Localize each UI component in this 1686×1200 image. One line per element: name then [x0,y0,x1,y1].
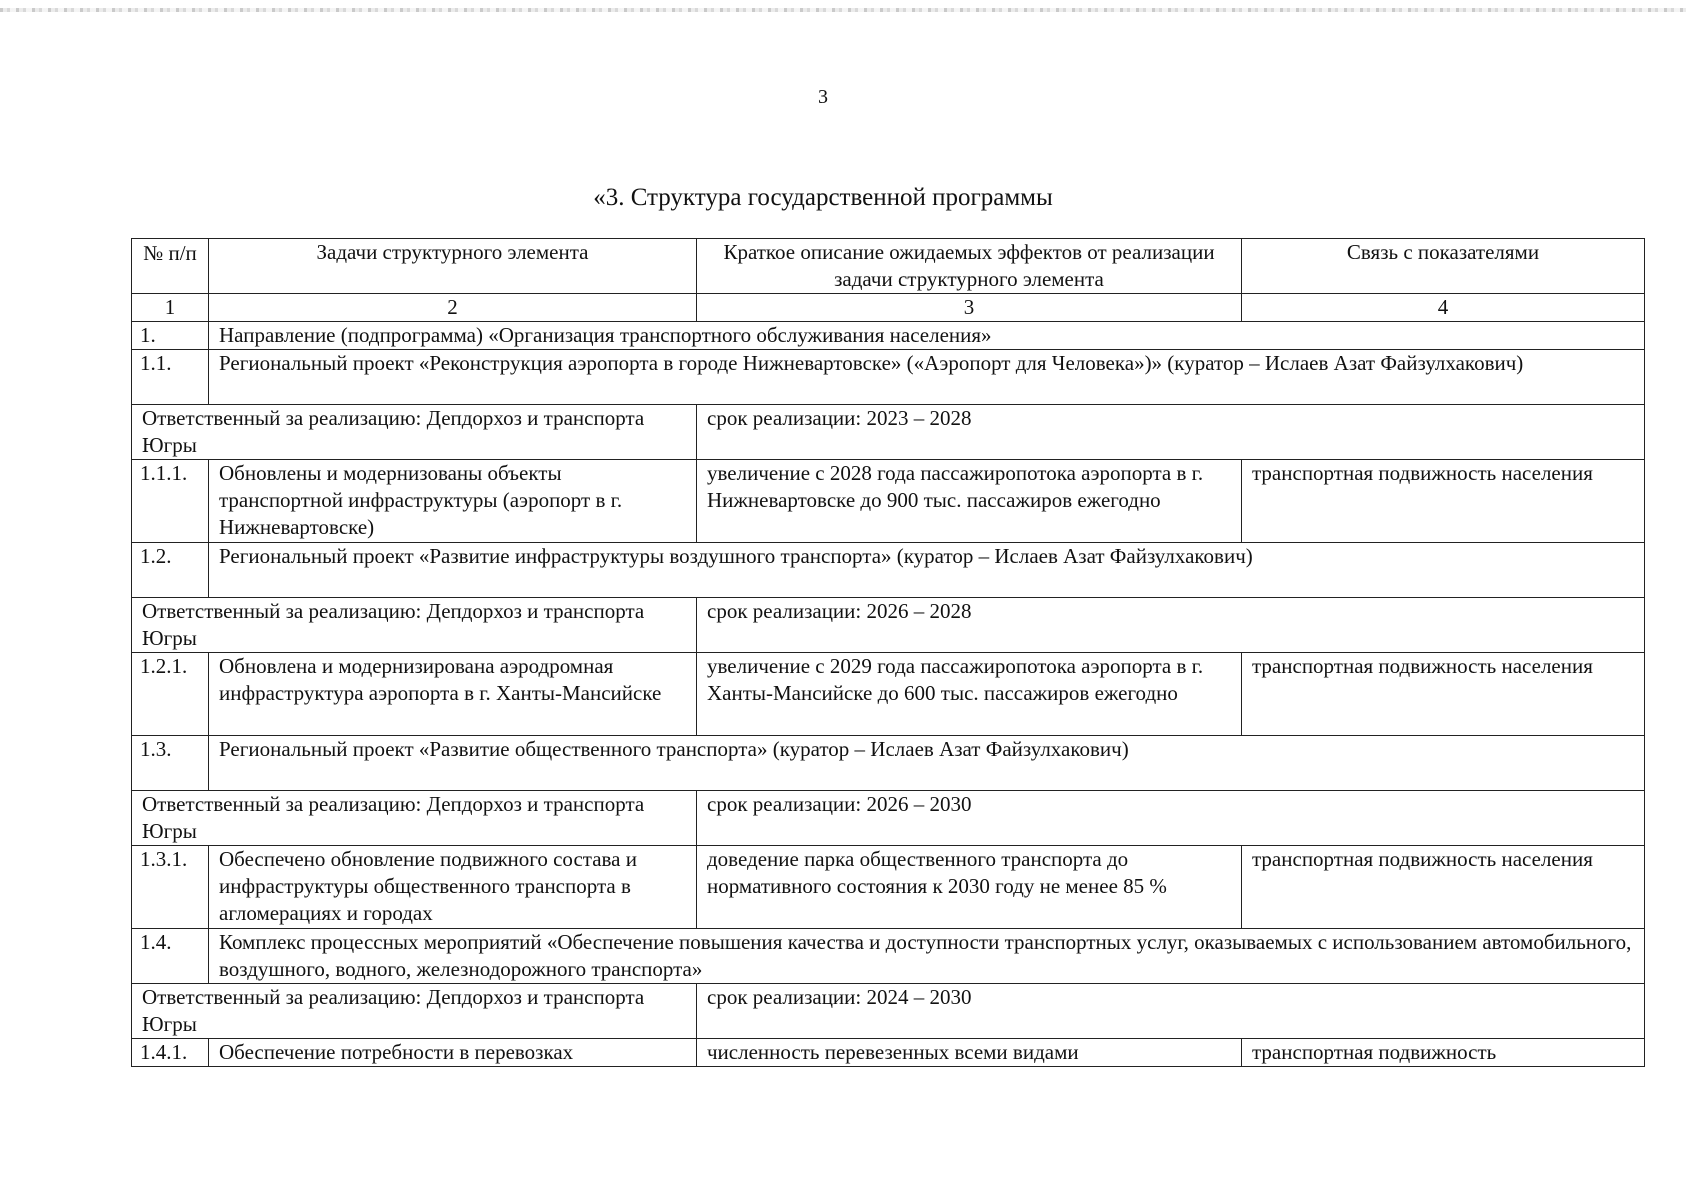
row-number: 1.3.1. [132,846,209,929]
term-cell: срок реализации: 2026 – 2030 [697,791,1645,846]
page-number: 3 [818,86,828,108]
col-number-2: 2 [209,294,697,322]
column-number-row [132,294,1645,322]
effect-cell: увеличение с 2029 года пассажиропотока аэропорта в г. Ханты-Мансийске до 600 тыс. пассажиров ежегодно [697,653,1242,736]
row-number: 1.3. [132,736,209,791]
table-row [132,598,1645,653]
task-cell: Обеспечение потребности в перевозках [209,1039,697,1067]
task-cell: Обеспечено обновление подвижного состава и инфраструктуры общественного транспорта в агломерациях и городах [209,846,697,929]
row-number: 1.1. [132,350,209,405]
table-row [132,350,1645,405]
section-title: Направление (подпрограмма) «Организация транспортного обслуживания населения» [209,322,1645,350]
indicator-cell: транспортная подвижность населения [1242,653,1645,736]
section-title: Региональный проект «Развитие общественного транспорта» (куратор – Ислаев Азат Файзулхакович) [209,736,1645,791]
section-title: Региональный проект «Развитие инфраструктуры воздушного транспорта» (куратор – Ислаев Азат Файзулхакович) [209,543,1645,598]
table-row [132,984,1645,1039]
task-cell: Обновлены и модернизованы объекты транспортной инфраструктуры (аэропорт в г. Нижневартовске) [209,460,697,543]
header-indicators: Связь с показателями [1242,239,1645,294]
row-number: 1. [132,322,209,350]
table-row [132,405,1645,460]
indicator-cell: транспортная подвижность населения [1242,846,1645,929]
header-tasks: Задачи структурного элемента [209,239,697,294]
section-title: Комплекс процессных мероприятий «Обеспечение повышения качества и доступности транспортных услуг, оказываемых с использованием автомобильного, воздушного, водного, железнодорожного транспорта» [209,929,1645,984]
header-row [132,239,1645,294]
scan-top-edge [0,8,1686,12]
row-number: 1.2. [132,543,209,598]
effect-cell: численность перевезенных всеми видами [697,1039,1242,1067]
term-cell: срок реализации: 2026 – 2028 [697,598,1645,653]
table-row [132,543,1645,598]
table-row [132,736,1645,791]
term-cell: срок реализации: 2024 – 2030 [697,984,1645,1039]
table-row [132,791,1645,846]
col-number-3: 3 [697,294,1242,322]
row-number: 1.4. [132,929,209,984]
document-title: «3. Структура государственной программы [593,184,1053,211]
header-effects: Краткое описание ожидаемых эффектов от реализации задачи структурного элемента [697,239,1242,294]
responsible-cell: Ответственный за реализацию: Депдорхоз и транспорта Югры [132,598,697,653]
table-row [132,653,1645,736]
row-number: 1.4.1. [132,1039,209,1067]
effect-cell: доведение парка общественного транспорта до нормативного состояния к 2030 году не менее 85 % [697,846,1242,929]
table-row [132,322,1645,350]
col-number-4: 4 [1242,294,1645,322]
table-row [132,1039,1645,1067]
table-row [132,460,1645,543]
table-row [132,929,1645,984]
task-cell: Обновлена и модернизирована аэродромная инфраструктура аэропорта в г. Ханты-Мансийске [209,653,697,736]
col-number-1: 1 [132,294,209,322]
indicator-cell: транспортная подвижность населения [1242,460,1645,543]
term-cell: срок реализации: 2023 – 2028 [697,405,1645,460]
responsible-cell: Ответственный за реализацию: Депдорхоз и транспорта Югры [132,791,697,846]
program-structure-table [131,238,1645,1067]
row-number: 1.1.1. [132,460,209,543]
table-row [132,846,1645,929]
effect-cell: увеличение с 2028 года пассажиропотока аэропорта в г. Нижневартовске до 900 тыс. пассажиров ежегодно [697,460,1242,543]
section-title: Региональный проект «Реконструкция аэропорта в городе Нижневартовске» («Аэропорт для Человека»)» (куратор – Ислаев Азат Файзулхакович) [209,350,1645,405]
responsible-cell: Ответственный за реализацию: Депдорхоз и транспорта Югры [132,405,697,460]
row-number: 1.2.1. [132,653,209,736]
indicator-cell: транспортная подвижность [1242,1039,1645,1067]
header-num: № п/п [132,239,209,294]
responsible-cell: Ответственный за реализацию: Депдорхоз и транспорта Югры [132,984,697,1039]
